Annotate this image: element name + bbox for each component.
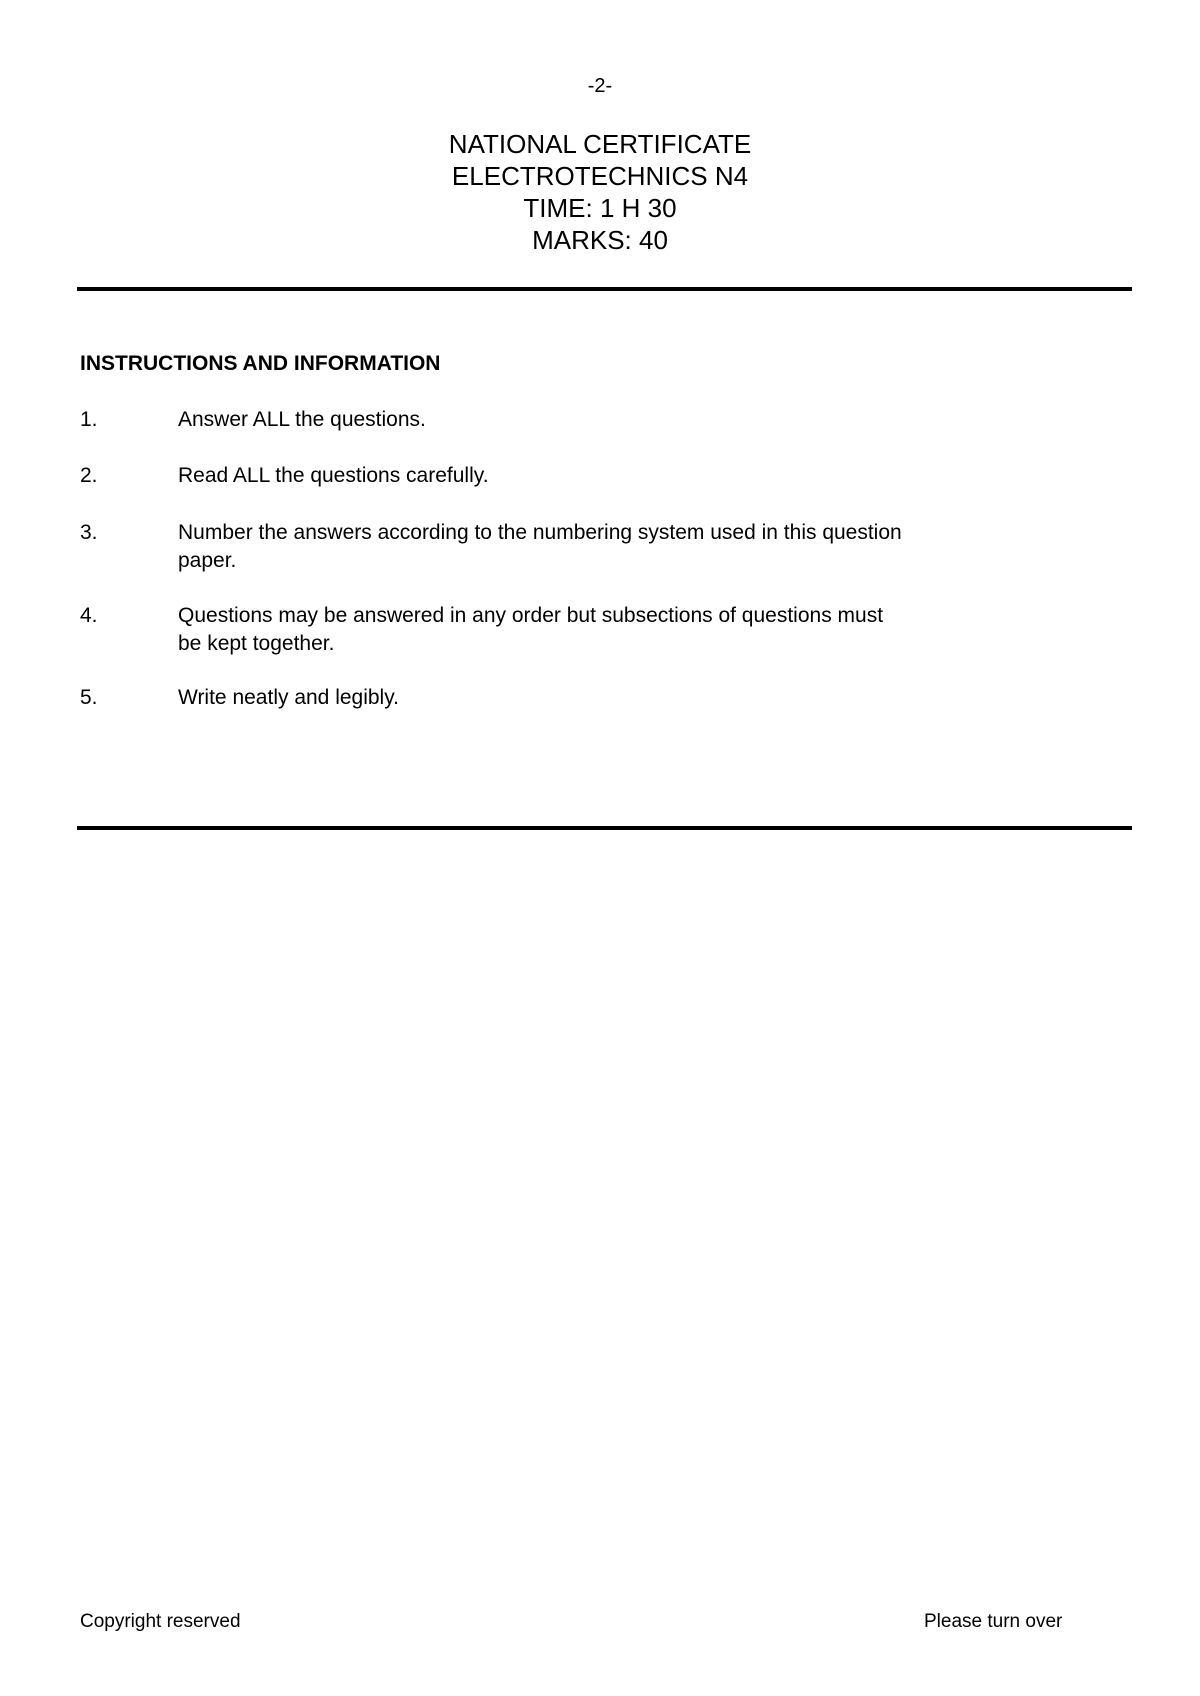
- exam-title-block: [0, 128, 1200, 256]
- instruction-text: [178, 602, 998, 658]
- page-number: -2-: [587, 75, 613, 97]
- instruction-text-line: Questions may be answered in any order but subsections of questions must: [178, 604, 884, 627]
- top-divider: [77, 287, 1132, 291]
- instruction-text-line: Number the answers according to the numbering system used in this question: [178, 521, 902, 544]
- turn-over-notice: Please turn over: [924, 1611, 1063, 1632]
- copyright-notice: Copyright reserved: [80, 1611, 241, 1632]
- instruction-number: 4.: [80, 604, 98, 627]
- instruction-text-line: paper.: [178, 549, 237, 572]
- exam-marks: MARKS: 40: [532, 225, 668, 255]
- instruction-text: Read ALL the questions carefully.: [178, 464, 489, 487]
- certificate-title: NATIONAL CERTIFICATE: [448, 129, 752, 159]
- instruction-number: 3.: [80, 521, 98, 544]
- bottom-divider: [77, 826, 1132, 830]
- instruction-text-line: be kept together.: [178, 632, 335, 655]
- instruction-number: 5.: [80, 686, 98, 709]
- instruction-number: 1.: [80, 408, 98, 431]
- exam-time: TIME: 1 H 30: [523, 193, 677, 223]
- instruction-number: 2.: [80, 464, 98, 487]
- instruction-text: Answer ALL the questions.: [178, 408, 426, 431]
- instructions-heading: INSTRUCTIONS AND INFORMATION: [80, 352, 441, 375]
- instruction-text: Write neatly and legibly.: [178, 686, 400, 709]
- instruction-text: [178, 519, 998, 575]
- subject-title: ELECTROTECHNICS N4: [451, 161, 749, 191]
